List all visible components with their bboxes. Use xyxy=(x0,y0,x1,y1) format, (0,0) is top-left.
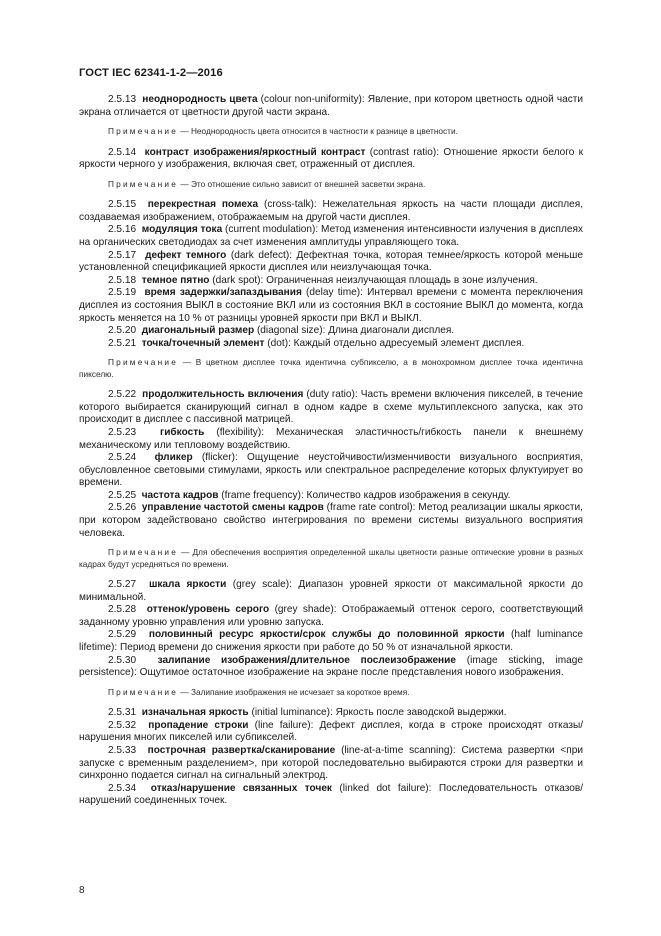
term-entry xyxy=(79,199,583,224)
term-english: (current modulation) xyxy=(225,224,316,236)
term-entry xyxy=(79,147,583,172)
term-name: пропадение строки xyxy=(148,719,249,731)
note-label: Примечание xyxy=(108,357,179,368)
term-entry xyxy=(79,783,583,808)
term-definition: : Количество кадров изображения в секунду. xyxy=(300,489,511,501)
term-entry xyxy=(79,629,583,654)
document-body xyxy=(79,94,583,808)
term-definition: : Последовательность отказов/нарушений соединенных точек. xyxy=(79,782,584,807)
term-english: (frame rate control) xyxy=(326,502,413,514)
term-definition: : Ощущение неустойчивости/изменчивости визуального восприятия, обусловленное световыми стимулами, яркость или спектральное распределение которых флуктуирует во времени. xyxy=(79,452,584,489)
term-name: контраст изображения/яркостный контраст xyxy=(144,146,366,158)
term-english: (duty ratio) xyxy=(306,389,355,401)
term-number: 2.5.15 xyxy=(108,199,137,211)
term-entry xyxy=(79,490,583,503)
term-english: (grey shade) xyxy=(274,604,334,616)
term-english: (image sticking, image persistence) xyxy=(79,654,584,679)
term-number: 2.5.13 xyxy=(108,94,137,105)
term-entry xyxy=(79,287,583,325)
term-name: половинный ресурс яркости/срок службы до половинной яркости xyxy=(148,629,505,641)
term-english: (colour non-uniformity) xyxy=(260,94,362,105)
note xyxy=(79,687,583,698)
term-entry xyxy=(79,655,583,680)
note-label: Примечание xyxy=(108,126,179,137)
term-english: (line failure) xyxy=(254,719,311,731)
term-number: 2.5.29 xyxy=(108,629,137,641)
note-label: Примечание xyxy=(108,686,179,697)
term-entry xyxy=(79,452,583,490)
term-english: (line-at-a-time scanning) xyxy=(341,745,453,756)
term-number: 2.5.19 xyxy=(108,287,137,299)
term-definition: : Длина диагонали дисплея. xyxy=(322,325,455,337)
term-entry xyxy=(79,224,583,249)
note xyxy=(79,126,583,137)
term-definition: : Механическая эластичность/гибкость панели к внешнему механическому или тепловому воздействию. xyxy=(79,426,584,451)
term-definition: : Часть времени включения пикселей, в течение которого выбирается сканирующий сигнал в одном кадре в схеме мультиплексного запуска, как это происходит в дисплее с пассивной матрицей. xyxy=(79,389,584,426)
term-definition: : Период времени до снижения яркости при работе до 50 % от изначальной яркости. xyxy=(114,642,514,654)
term-name: залипание изображения/длительное послеизображение xyxy=(157,654,456,666)
term-english: (half luminance lifetime) xyxy=(79,629,583,654)
term-number: 2.5.31 xyxy=(108,707,137,719)
term-english: (dark spot) xyxy=(212,274,261,286)
term-number: 2.5.20 xyxy=(108,325,137,337)
term-definition: : Ограниченная неизлучающая площадь в зоне излучения. xyxy=(260,274,538,286)
term-entry xyxy=(79,250,583,275)
note xyxy=(79,357,583,380)
note-label: Примечание xyxy=(108,178,179,189)
note xyxy=(79,179,583,190)
term-english: (flexibility) xyxy=(216,426,262,438)
term-definition: : Система развертки <при запуске с временным разделением>, при которой последовательно выбираются строки для развертки и синхронно подается сигнал на сигнальный электрод. xyxy=(79,745,584,782)
term-entry xyxy=(79,338,583,351)
term-definition: : Нежелательная яркость на части площади дисплея, создаваемая изображением, отображаемым на другой части дисплея. xyxy=(79,199,584,223)
term-definition: : Ощутимое остаточное изображение на экране после представления нового изображения. xyxy=(133,667,564,679)
note-text: — Залипание изображения не исчезает за короткое время. xyxy=(178,686,410,697)
term-name: время задержки/запаздывания xyxy=(144,287,302,299)
term-name: темное пятно xyxy=(141,274,210,286)
document-header: ГОСТ IEC 62341-1-2—2016 xyxy=(79,67,223,79)
note-text: — В цветном дисплее точка идентична субпикселю, а в монохромном дисплее точка идентична пикселю. xyxy=(79,357,583,379)
term-definition: : Яркость после заводской выдержки. xyxy=(330,707,507,719)
term-number: 2.5.18 xyxy=(108,274,137,286)
note-label: Примечание xyxy=(108,547,179,558)
term-name: дефект темного xyxy=(145,249,227,261)
term-number: 2.5.23 xyxy=(108,426,137,438)
term-entry xyxy=(79,325,583,338)
term-number: 2.5.26 xyxy=(108,502,137,514)
note-text: — Для обеспечения восприятия определенной шкалы цветности разные оптические уровни в разных кадрах будут усредняться по времени. xyxy=(79,547,583,569)
term-english: (contrast ratio) xyxy=(369,146,437,158)
term-entry xyxy=(79,502,583,540)
term-entry xyxy=(79,604,583,629)
term-definition: : Метод изменения интенсивности излучения в дисплеях на органических светодиодах за счет изменения амплитуды управляющего тока. xyxy=(79,224,583,248)
term-name: гибкость xyxy=(160,426,205,438)
term-definition: : Интервал времени с момента переключения дисплея из состояния ВЫКЛ в состояние ВКЛ или из состояния ВКЛ в состояние ВЫКЛ до момента, когда яркость меняется на 10 % от разницы уровней яркости при ВКЛ и ВЫКЛ. xyxy=(79,287,583,324)
term-number: 2.5.27 xyxy=(108,579,137,591)
term-definition: : Дефектная точка, которая темнее/яркость которой меньше установленной спецификацией яркости дисплея или неизлучающая точка. xyxy=(79,249,583,274)
term-name: модуляция тока xyxy=(141,224,223,236)
term-entry xyxy=(79,94,583,119)
term-name: шкала яркости xyxy=(148,579,227,591)
term-name: диагональный размер xyxy=(141,325,255,337)
term-number: 2.5.32 xyxy=(108,719,137,731)
term-number: 2.5.25 xyxy=(108,489,137,501)
term-name: перекрестная помеха xyxy=(147,199,259,211)
term-number: 2.5.22 xyxy=(108,389,137,401)
term-name: оттенок/уровень серого xyxy=(146,604,270,616)
note-text: — Это отношение сильно зависит от внешней засветки экрана. xyxy=(178,178,426,189)
term-definition: : Каждый отдельно адресуемый элемент дисплея. xyxy=(288,337,525,349)
term-entry xyxy=(79,389,583,427)
term-english: (delay time) xyxy=(306,287,361,299)
term-number: 2.5.24 xyxy=(108,452,137,464)
term-entry xyxy=(79,579,583,604)
term-english: (initial luminance) xyxy=(251,707,330,719)
term-number: 2.5.30 xyxy=(108,654,137,666)
term-english: (linked dot failure) xyxy=(339,782,429,794)
page-number: 8 xyxy=(79,885,85,896)
term-definition: : Отображаемый оттенок серого, соответствующий заданному уровню управления или уровню запуска. xyxy=(79,604,584,628)
term-entry xyxy=(79,745,583,783)
term-number: 2.5.17 xyxy=(108,249,137,261)
term-number: 2.5.33 xyxy=(108,745,137,756)
term-number: 2.5.28 xyxy=(108,604,137,616)
note-text: — Неоднородность цвета относится в частности к разнице в цветности. xyxy=(178,126,458,137)
term-name: неоднородность цвета xyxy=(142,94,258,105)
term-number: 2.5.34 xyxy=(108,782,137,794)
term-name: частота кадров xyxy=(141,489,219,501)
term-english: (dot) xyxy=(267,337,289,349)
term-entry xyxy=(79,707,583,720)
term-definition: : Метод реализации шкалы яркости, при котором задействовано свойство интегрирования по времени системы визуального восприятия человека. xyxy=(79,502,583,539)
term-name: изначальная яркость xyxy=(141,707,249,719)
term-name: фликер xyxy=(154,452,193,464)
term-english: (cross-talk) xyxy=(263,199,314,211)
term-english: (flicker) xyxy=(201,452,235,464)
term-number: 2.5.21 xyxy=(108,337,137,349)
term-entry xyxy=(79,720,583,745)
term-definition: : Явление, при котором цветность одной части экрана отличается от цветности другой части экрана. xyxy=(79,94,584,118)
term-definition: : Отношение яркости белого к яркости черного у изображения, включая свет, отраженный от дисплея. xyxy=(79,146,584,171)
term-number: 2.5.14 xyxy=(108,146,137,158)
term-english: (diagonal size) xyxy=(256,325,323,337)
term-name: управление частотой смены кадров xyxy=(141,502,324,514)
term-name: построчная развертка/сканирование xyxy=(147,745,336,756)
term-name: продолжительность включения xyxy=(142,389,304,401)
term-name: отказ/нарушение связанных точек xyxy=(150,782,332,794)
term-definition: : Диапазон уровней яркости от максимальной яркости до минимальной. xyxy=(79,579,584,603)
term-definition: : Дефект дисплея, когда в строке происходят отказы/нарушения многих пикселей или субпикселей. xyxy=(79,719,584,744)
term-entry xyxy=(79,275,583,288)
term-english: (grey scale) xyxy=(232,579,290,591)
term-english: (frame frequency) xyxy=(221,489,301,501)
term-number: 2.5.16 xyxy=(108,224,137,236)
term-entry xyxy=(79,427,583,452)
term-name: точка/точечный элемент xyxy=(141,337,265,349)
term-english: (dark defect) xyxy=(230,249,290,261)
note xyxy=(79,547,583,570)
